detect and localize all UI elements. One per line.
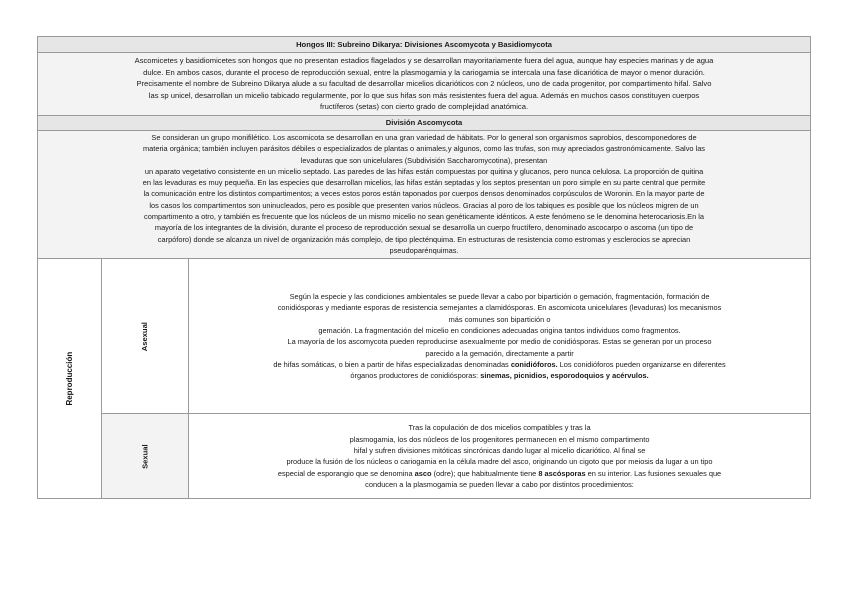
sexual-line <box>197 468 802 479</box>
term-acervulos: acérvulos. <box>612 371 649 381</box>
term-sinemas: sinemas <box>480 371 510 381</box>
ascomycota-heading: División Ascomycota <box>38 115 811 130</box>
sexual-description <box>189 414 811 499</box>
sexual-line: hifal y sufren divisiones mitóticas sincrónicas dando lugar al micelio dicariótico. Al final se <box>353 445 646 455</box>
sexual-line: conducen a la plasmogamia se pueden llevar a cabo por distintos procedimientos: <box>365 479 634 489</box>
ascomycota-line: compartimento a otro, y también es frecuente que los núcleos de un mismo micelio no sean genéticamente idénticos. A este fenómeno se le denomina heterocariosis.En la <box>144 212 704 222</box>
ascomycota-line: en las levaduras es muy pequeña. En las especies que desarrollan micelios, las hifas están septadas y los septos presentan un poro simple en su parte central que permite <box>142 178 706 188</box>
intro-line: Ascomicetes y basidiomicetes son hongos que no presentan estadios flagelados y se desarrollan mayoritariamente fuera del agua, aunque hay especies marinas y de agua <box>134 56 714 65</box>
document-table <box>37 36 811 499</box>
ascomycota-line: pseudoparénquimas. <box>389 245 459 255</box>
asexual-text-segment: Los conidióforos pueden organizarse en diferentes <box>557 359 726 369</box>
document-title: Hongos III: Subreino Dikarya: Divisiones Ascomycota y Basidiomycota <box>38 37 811 53</box>
sexual-label: Sexual <box>140 443 150 469</box>
term-esporodoquios: esporodoquios <box>550 371 604 381</box>
reproduction-label-cell <box>38 259 102 499</box>
sexual-text-segment: especial de esporangio que se denomina <box>277 468 415 478</box>
sexual-line: plasmogamia, los dos núcleos de los progenitores permanecen en el mismo compartimento <box>349 434 650 444</box>
ascomycota-line: la comunicación entre los distintos compartimentos; a veces estos poros están taponados por cuerpos densos denominados corpúsculos de Woronin. En la mayor parte de <box>143 189 705 199</box>
ascomycota-line: mayoría de los integrantes de la división, durante el proceso de reproducción sexual se desarrolla un cuerpo fructífero, denominado ascocarpo o ascoma (un tipo de <box>154 223 694 233</box>
intro-line: las sp unicel, desarrollan un micelio tabicado regularmente, por lo que sus hifas son más resistentes fuera del agua. Además en muchos casos constituyen cuerpos <box>148 90 700 100</box>
ascomycota-line: materia orgánica; también incluyen parásitos débiles o especializados de plantas o animales,y algunos, como las trufas, son muy apreciados gastronómicamente. Salvo las <box>143 144 706 154</box>
sexual-text-segment: en su interior. Las fusiones sexuales que <box>585 468 722 478</box>
asexual-line: más comunes son bipartición o <box>448 314 551 324</box>
asexual-line: conidiósporas y mediante esporas de resistencia semejantes a clamidósporas. En ascomicota unicelulares (levaduras) los mecanismos <box>277 303 722 313</box>
asexual-line <box>197 370 802 381</box>
term-conidioforos: conidióforos. <box>510 359 558 369</box>
asexual-description <box>189 259 811 414</box>
asexual-line: Según la especie y las condiciones ambientales se puede llevar a cabo por bipartición o gemación, fragmentación, formación de <box>289 292 710 302</box>
ascomycota-line: los casos los compartimentos son uninucleados, pero es posible que presenten varios núcleos. Gracias al poro de los tabiques es posible que los núcleos migren de un <box>149 200 699 210</box>
asexual-label-cell <box>102 259 189 414</box>
sexual-line: produce la fusión de los núcleos o cariogamia en la célula madre del asco, originando un cigoto que por meiosis da lugar a un tipo <box>286 457 713 467</box>
ascomycota-line: carpóforo) donde se alcanza un nivel de organización más complejo, de tipo plecténquima. En estructuras de resistencia como estromas y esclerocios se aprecian <box>157 234 691 244</box>
term-ascosporas: 8 ascósporas <box>538 468 586 478</box>
separator: , <box>509 371 514 381</box>
separator: y <box>603 371 613 381</box>
separator: , <box>546 371 551 381</box>
intro-line: fructíferos (setas) con cierto grado de complejidad anatómica. <box>319 102 529 112</box>
ascomycota-line: levaduras que son unicelulares (Subdivisión Saccharomycotina), presentan <box>300 155 548 165</box>
intro-line: dulce. En ambos casos, durante el proceso de reproducción sexual, entre la plasmogamia y la cariogamia se intercala una fase dicariótica de mayor o menor duración. <box>143 67 705 77</box>
ascomycota-line: Se consideran un grupo monifilético. Los ascomicota se desarrollan en una gran variedad de hábitats. Por lo general son organismos saprobios, descomponedores de <box>151 132 697 142</box>
sexual-label-cell <box>102 414 189 499</box>
asexual-line: parecido a la gemación, directamente a partir <box>425 348 574 358</box>
ascomycota-paragraph <box>38 130 811 258</box>
asexual-text-segment: órganos productores de conidiósporas: <box>350 371 481 381</box>
term-picnidios: picnidios <box>513 371 547 381</box>
asexual-line: gemación. La fragmentación del micelio en condiciones adecuadas origina tantos individuos como fragmentos. <box>318 325 681 335</box>
asexual-line: La mayoría de los ascomycota pueden reproducirse asexualmente por medio de conidiósporas. Estas se generan por un proceso <box>287 337 712 347</box>
ascomycota-line: un aparato vegetativo consistente en un micelio septado. Las paredes de las hifas están compuestas por quitina y glucanos, pero nunca celulosa. La proporción de quitina <box>144 166 704 176</box>
asexual-text-segment: de hifas somáticas, o bien a partir de hifas especializadas denominadas <box>273 359 511 369</box>
asexual-line <box>197 359 802 370</box>
intro-paragraph <box>38 53 811 116</box>
intro-line: Precisamente el nombre de Subreino Dikarya alude a su facultad de desarrollar micelios dicarióticos con 2 núcleos, uno de cada progenitor, por compartimento hifal. Salvo <box>136 79 712 89</box>
term-asco: asco <box>414 468 432 478</box>
sexual-line: Tras la copulación de dos micelios compatibles y tras la <box>408 423 591 433</box>
reproduction-label: Reproducción <box>64 351 74 406</box>
asexual-label: Asexual <box>140 321 150 351</box>
sexual-text-segment: (odre); que habitualmente tiene <box>431 468 539 478</box>
